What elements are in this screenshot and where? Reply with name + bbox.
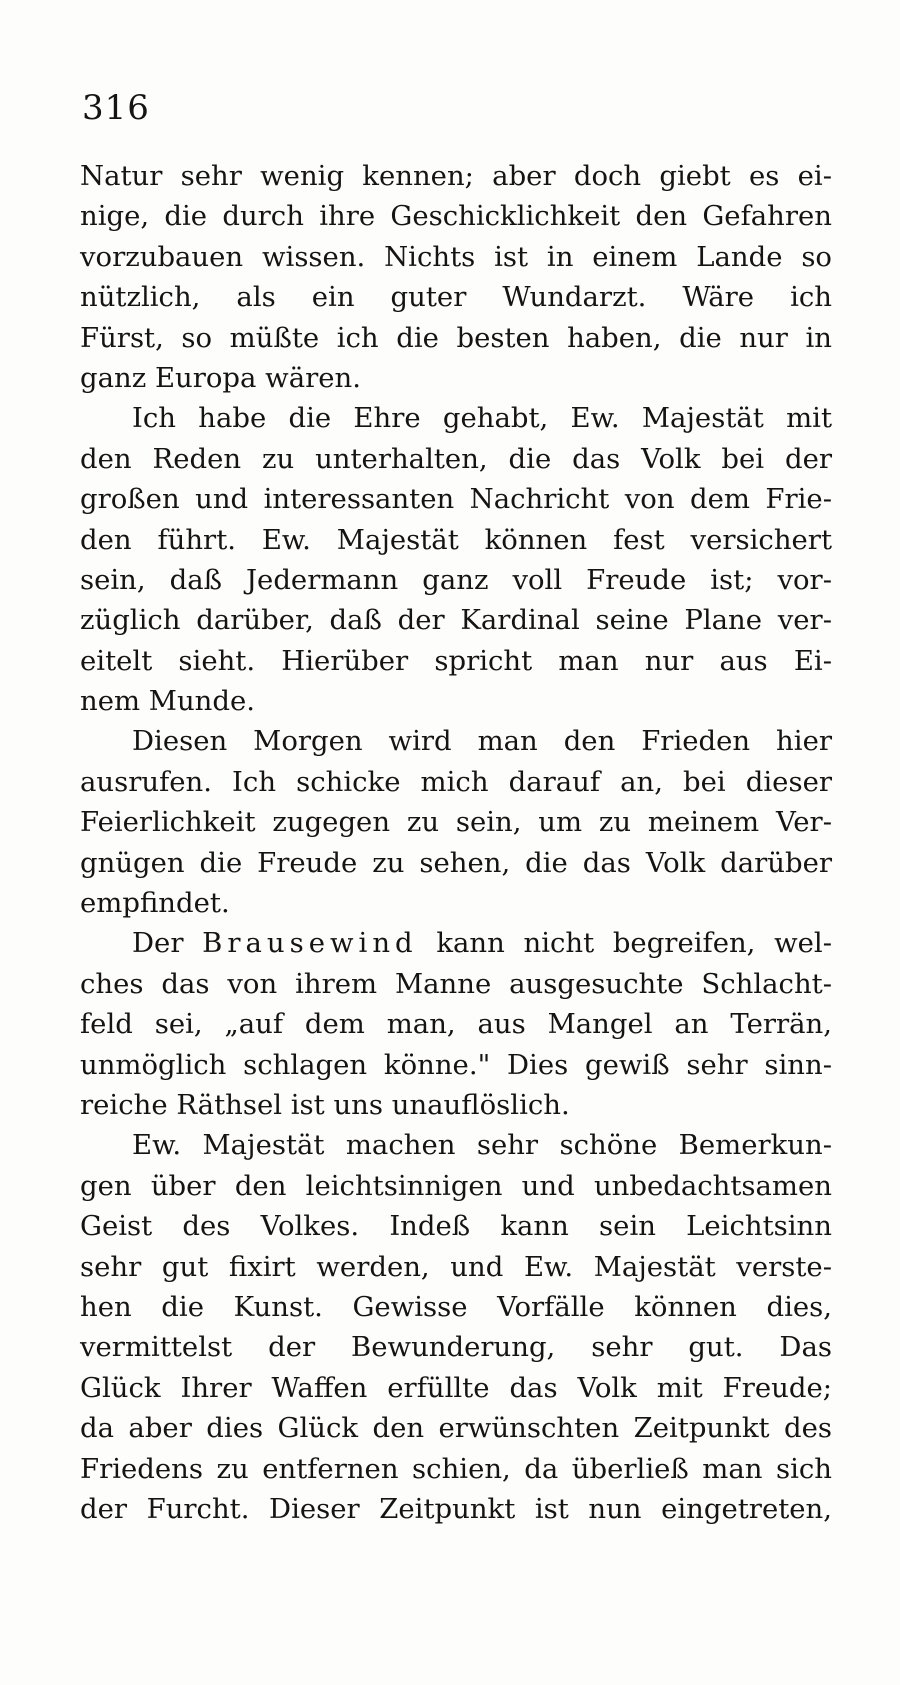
text-line: Geist des Volkes. Indeß kann sein Leichtsinn bbox=[80, 1210, 832, 1243]
text-line: nützlich, als ein guter Wundarzt. Wäre ich bbox=[80, 281, 832, 314]
text-line: gnügen die Freude zu sehen, die das Volk darüber bbox=[80, 846, 832, 879]
text-line: Ew. Majestät machen sehr schöne Bemerkun- bbox=[132, 1129, 832, 1162]
text-line: ches das von ihrem Manne ausgesuchte Schlacht- bbox=[80, 967, 832, 1000]
text-line: reiche Räthsel ist uns unauflöslich. bbox=[80, 1088, 570, 1121]
page-number: 316 bbox=[82, 88, 150, 128]
text-line bbox=[80, 923, 832, 963]
text-line: gen über den leichtsinnigen und unbedachtsamen bbox=[80, 1169, 832, 1202]
text-line: sehr gut fixirt werden, und Ew. Majestät verste- bbox=[80, 1250, 832, 1283]
emphasized-name: Brausewind bbox=[202, 927, 418, 960]
text-line: Fürst, so müßte ich die besten haben, die nur in bbox=[80, 321, 832, 354]
text-line: den führt. Ew. Majestät können fest versichert bbox=[80, 523, 832, 556]
text-line: unmöglich schlagen könne." Dies gewiß sehr sinn- bbox=[80, 1048, 832, 1081]
text-line: vorzubauen wissen. Nichts ist in einem Lande so bbox=[80, 240, 832, 273]
text-segment: kann nicht begreifen, wel- bbox=[417, 927, 833, 960]
text-line: ausrufen. Ich schicke mich darauf an, bei dieser bbox=[80, 765, 832, 798]
text-line: Glück Ihrer Waffen erfüllte das Volk mit Freude; bbox=[80, 1371, 832, 1404]
text-line: sein, daß Jedermann ganz voll Freude ist; vor- bbox=[80, 563, 832, 596]
text-line: großen und interessanten Nachricht von dem Frie- bbox=[80, 483, 832, 516]
text-line: züglich darüber, daß der Kardinal seine Plane ver- bbox=[80, 604, 832, 637]
text-line: nem Munde. bbox=[80, 685, 256, 718]
text-line: den Reden zu unterhalten, die das Volk bei der bbox=[80, 442, 832, 475]
text-line: empfindet. bbox=[80, 887, 230, 920]
text-line: Diesen Morgen wird man den Frieden hier bbox=[132, 725, 832, 758]
body-text bbox=[80, 156, 832, 1529]
text-line: vermittelst der Bewunderung, sehr gut. Das bbox=[80, 1331, 832, 1364]
text-line: Friedens zu entfernen schien, da überließ man sich bbox=[80, 1452, 832, 1485]
text-line: feld sei, „auf dem man, aus Mangel an Terrän, bbox=[80, 1008, 832, 1041]
text-line: der Furcht. Dieser Zeitpunkt ist nun eingetreten, bbox=[80, 1492, 832, 1525]
text-line: da aber dies Glück den erwünschten Zeitpunkt des bbox=[80, 1412, 832, 1445]
text-line: hen die Kunst. Gewisse Vorfälle können dies, bbox=[80, 1290, 832, 1323]
text-line: eitelt sieht. Hierüber spricht man nur aus Ei- bbox=[80, 644, 832, 677]
text-line: Feierlichkeit zugegen zu sein, um zu meinem Ver- bbox=[80, 806, 832, 839]
text-line: ganz Europa wären. bbox=[80, 361, 361, 394]
text-line: Natur sehr wenig kennen; aber doch giebt es ei- bbox=[80, 160, 832, 192]
text-line: nige, die durch ihre Geschicklichkeit den Gefahren bbox=[80, 200, 832, 233]
text-line: Ich habe die Ehre gehabt, Ew. Majestät mit bbox=[132, 402, 832, 435]
text-segment: Der bbox=[132, 927, 203, 960]
